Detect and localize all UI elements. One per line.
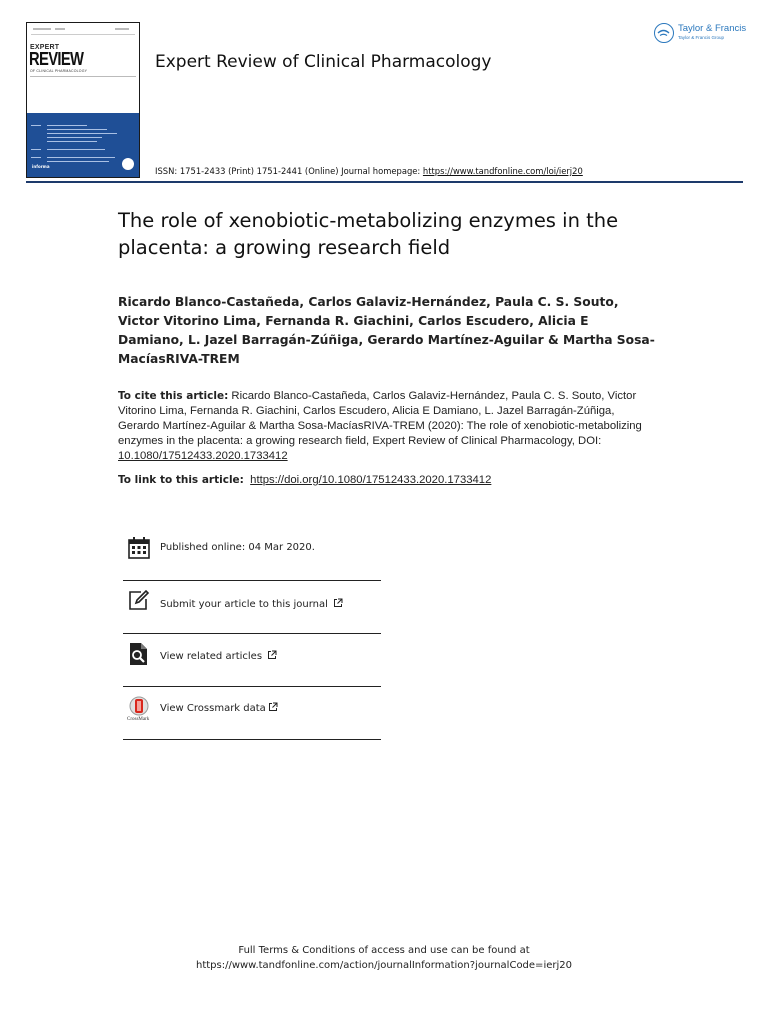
publisher-group: Taylor & Francis Group bbox=[678, 35, 725, 40]
cover-divider bbox=[30, 76, 136, 77]
external-link-icon bbox=[268, 702, 278, 712]
issn-line bbox=[155, 166, 583, 176]
submit-article-link[interactable] bbox=[160, 598, 343, 610]
publisher-name: Taylor & Francis bbox=[678, 23, 747, 34]
terms-footer bbox=[84, 943, 684, 973]
cover-brand: informa bbox=[32, 164, 50, 169]
footer-terms-url[interactable]: https://www.tandfonline.com/action/journalInformation?journalCode=ierj20 bbox=[195, 960, 572, 971]
published-online-text: Published online: 04 Mar 2020. bbox=[160, 542, 315, 553]
cover-expert-text: EXPERT bbox=[30, 44, 60, 51]
external-link-icon bbox=[267, 650, 277, 660]
cover-review-text: REVIEW bbox=[29, 49, 84, 69]
footer-terms-text: Full Terms & Conditions of access and use can be found at bbox=[238, 945, 530, 956]
submit-article-text: Submit your article to this journal bbox=[160, 599, 328, 610]
crossmark-text: View Crossmark data bbox=[160, 703, 266, 714]
crossmark-icon bbox=[127, 696, 151, 720]
crossmark-row[interactable] bbox=[123, 687, 381, 740]
cover-subtitle: OF CLINICAL PHARMACOLOGY bbox=[30, 69, 88, 73]
edit-icon bbox=[127, 588, 151, 612]
related-articles-text: View related articles bbox=[160, 651, 263, 662]
journal-homepage-link[interactable]: https://www.tandfonline.com/loi/ierj20 bbox=[422, 166, 583, 176]
issn-text: ISSN: 1751-2433 (Print) 1751-2441 (Online) Journal homepage: bbox=[155, 166, 423, 176]
cover-top-band bbox=[31, 26, 135, 35]
article-link-line bbox=[118, 474, 678, 486]
citation-text: Ricardo Blanco-Castañeda, Carlos Galaviz-Hernández, Paula C. S. Souto, Victor Vitorino Lima, Fernanda R. Giachini, Carlos Escudero, Alicia E Damiano, L. Jazel Barragán-Zúñiga, Gerardo Martínez-Aguilar & Martha Sosa-MacíasRIVA-TREM (2020): The role of xenobiotic-metabolizing enzymes in the placenta: a growing research field, Expert Review of Clinical Pharmacology, DOI: bbox=[118, 390, 642, 447]
citation-doi-link[interactable]: 10.1080/17512433.2020.1733412 bbox=[118, 450, 288, 462]
citation-label: To cite this article: bbox=[118, 390, 229, 402]
crossmark-link[interactable] bbox=[160, 702, 278, 714]
related-articles-row[interactable] bbox=[123, 634, 381, 687]
crossmark-logo-text: CrossMark bbox=[127, 717, 150, 722]
link-label: To link to this article: bbox=[118, 474, 244, 486]
row-divider bbox=[123, 739, 381, 740]
document-search-icon bbox=[127, 642, 151, 666]
cover-circle-icon bbox=[122, 158, 134, 170]
journal-title: Expert Review of Clinical Pharmacology bbox=[155, 52, 492, 72]
article-authors: Ricardo Blanco-Castañeda, Carlos Galaviz-Hernández, Paula C. S. Souto, Victor Vitorino Lima, Fernanda R. Giachini, Carlos Escudero, Alicia E Damiano, L. Jazel Barragán-Zúñiga, Gerardo Martínez-Aguilar & Martha Sosa-MacíasRIVA-TREM bbox=[118, 295, 655, 366]
article-title: The role of xenobiotic-metabolizing enzymes in the placenta: a growing research field bbox=[118, 209, 619, 259]
header-divider bbox=[26, 181, 743, 183]
calendar-icon bbox=[127, 536, 151, 560]
article-doi-link[interactable]: https://doi.org/10.1080/17512433.2020.1733412 bbox=[250, 474, 492, 486]
submit-article-row[interactable] bbox=[123, 581, 381, 634]
publisher-logo[interactable] bbox=[654, 21, 754, 47]
citation-block bbox=[118, 389, 658, 464]
external-link-icon bbox=[333, 598, 343, 608]
journal-cover-image bbox=[26, 22, 140, 178]
taylor-francis-logo-icon bbox=[654, 23, 674, 43]
published-online-row bbox=[123, 528, 381, 581]
related-articles-link[interactable] bbox=[160, 650, 277, 662]
cover-blue-panel bbox=[27, 113, 139, 177]
